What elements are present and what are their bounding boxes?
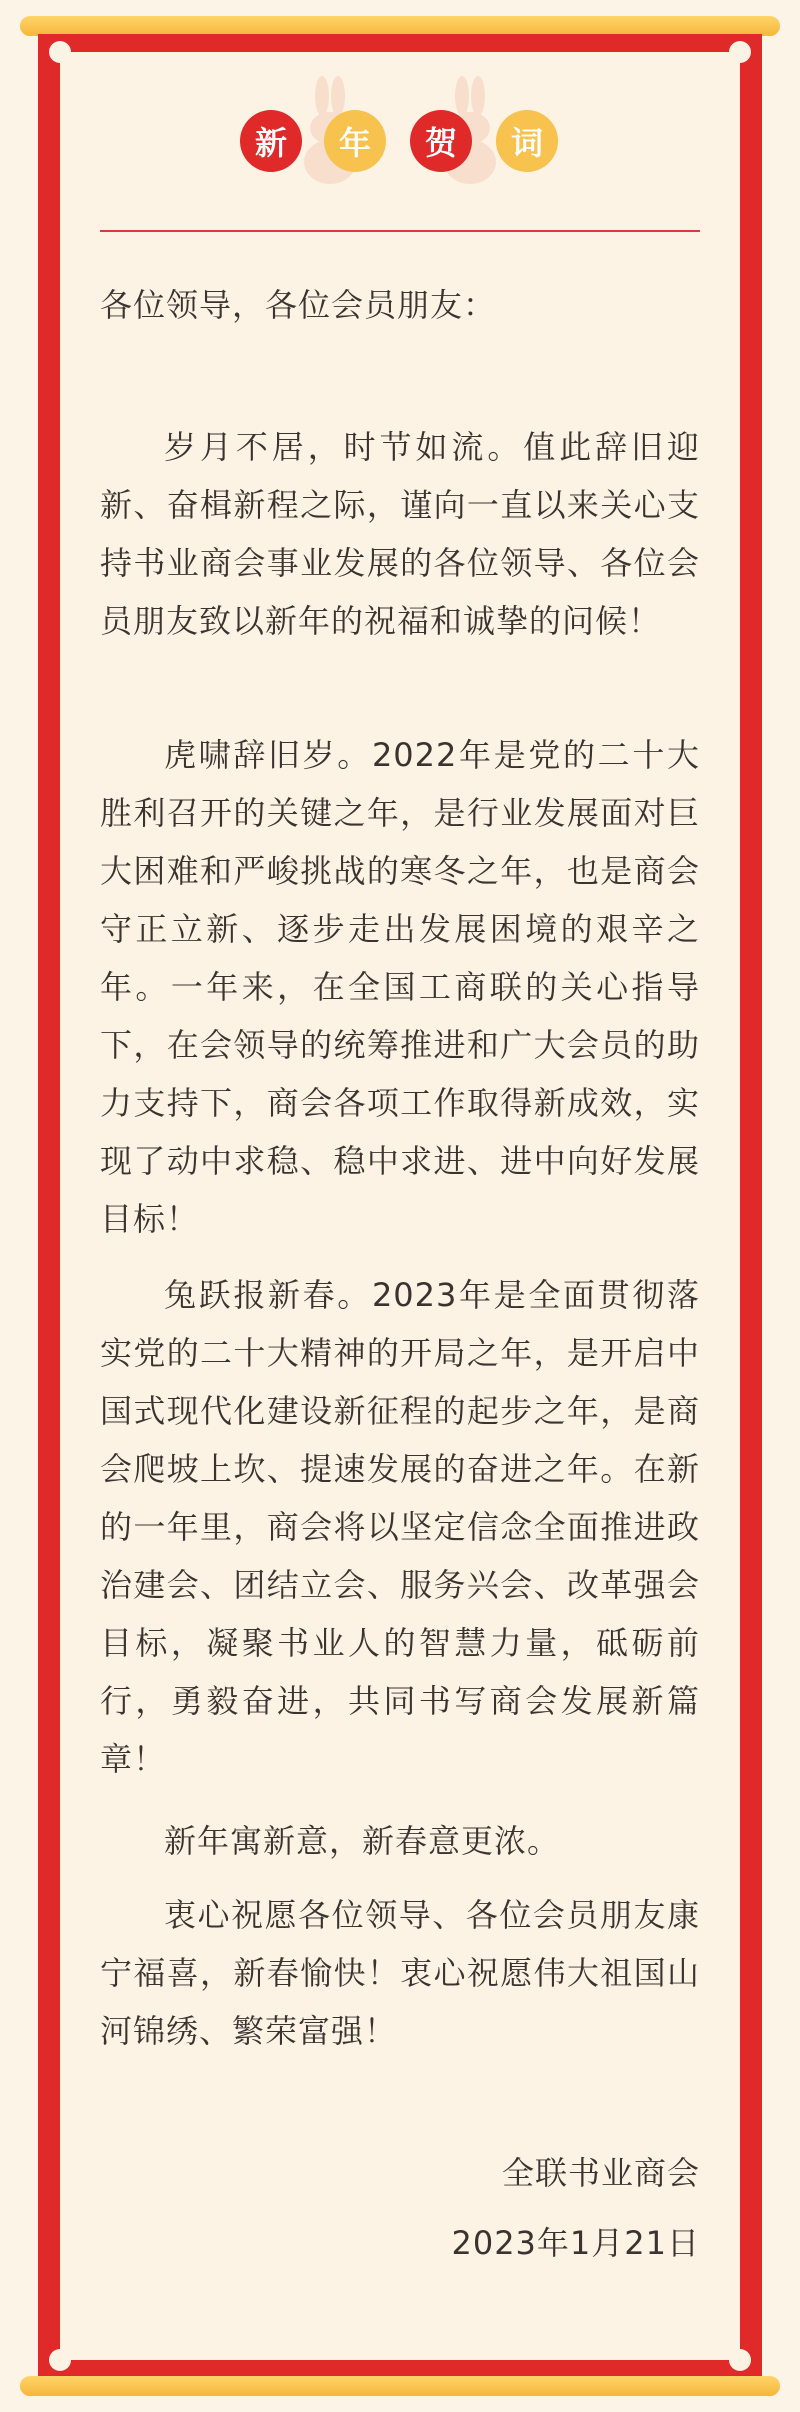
paragraph: 虎啸辞旧岁。2022年是党的二十大胜利召开的关键之年，是行业发展面对巨大困难和严峻挑战的寒冬之年，也是商会守正立新、逐步走出发展困境的艰辛之年。一年来，在全国工商联的关心指导下，在会领导的统筹推进和广大会员的助力支持下，商会各项工作取得新成效，实现了动中求稳、稳中求进、进中向好发展目标！ <box>100 736 700 1238</box>
title-char: 贺 <box>410 110 472 172</box>
scroll-rod-bottom <box>20 2376 780 2396</box>
frame-corner <box>49 41 71 63</box>
title-char: 词 <box>496 110 558 172</box>
signature-org: 全联书业商会 <box>501 2154 700 2192</box>
title-char: 新 <box>240 110 302 172</box>
frame-corner <box>729 41 751 63</box>
frame-corner <box>49 2349 71 2371</box>
greeting: 各位领导，各位会员朋友： <box>100 286 497 324</box>
frame-corner <box>729 2349 751 2371</box>
scroll-rod-top <box>20 16 780 36</box>
paragraph: 兔跃报新春。2023年是全面贯彻落实党的二十大精神的开局之年，是开启中国式现代化建设新征程的起步之年，是商会爬坡上坎、提速发展的奋进之年。在新的一年里，商会将以坚定信念全面推进政治建会、团结立会、服务兴会、改革强会目标，凝聚书业人的智慧力量，砥砺前行，勇毅奋进，共同书写商会发展新篇章！ <box>100 1276 700 1778</box>
signature-date: 2023年1月21日 <box>451 2224 700 2262</box>
paragraph: 衷心祝愿各位领导、各位会员朋友康宁福喜，新春愉快！衷心祝愿伟大祖国山河锦绣、繁荣富强！ <box>100 1896 700 2050</box>
paragraph: 岁月不居，时节如流。值此辞旧迎新、奋楫新程之际，谨向一直以来关心支持书业商会事业发展的各位领导、各位会员朋友致以新年的祝福和诚挚的问候！ <box>100 428 700 640</box>
title-char: 年 <box>324 110 386 172</box>
title-divider <box>100 230 700 232</box>
paragraph: 新年寓新意，新春意更浓。 <box>164 1822 561 1860</box>
